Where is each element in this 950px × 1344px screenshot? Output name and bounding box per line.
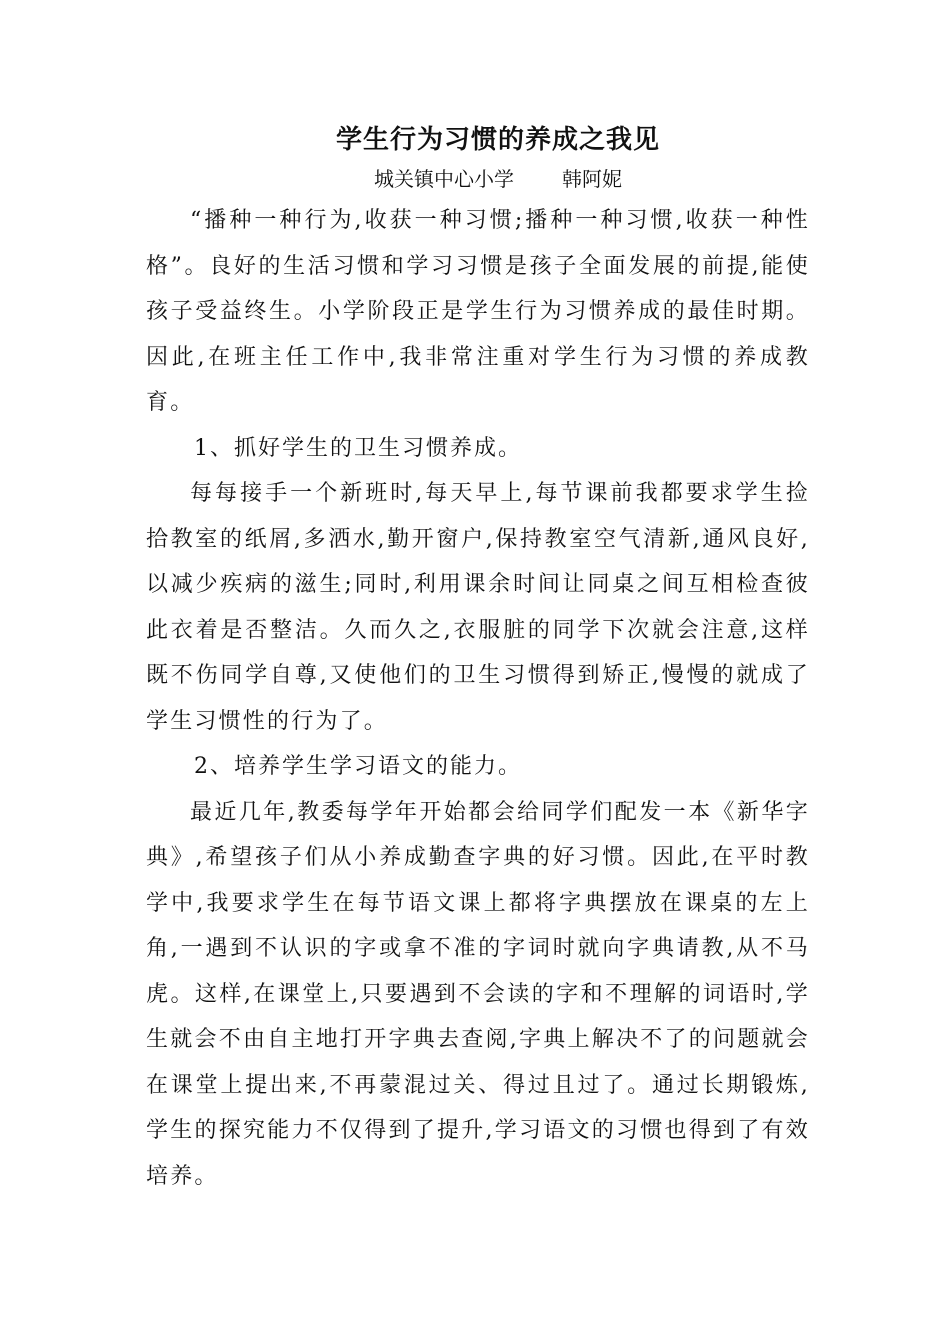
document-title: 学生行为习惯的养成之我见 [335, 125, 660, 155]
section-heading-hygiene: 1、抓好学生的卫生习惯养成。 [194, 435, 522, 461]
hygiene-paragraph: 每每接手一个新班时,每天早上,每节课前我都要求学生捡拾教室的纸屑,多洒水,勤开窗户,保持教室空气清新,通风良好,以减少疾病的滋生;同时,利用课余时间让同桌之间互相检查彼此衣着是否整洁。久而久之,衣服脏的同学下次就会注意,这样既不伤同学自尊,又使他们的卫生习惯得到矫正,慢慢的就成了学生习惯性的行为了。 [146, 481, 810, 734]
section-heading-chinese: 2、培养学生学习语文的能力。 [194, 754, 522, 779]
chinese-paragraph: 最近几年,教委每学年开始都会给同学们配发一本《新华字典》,希望孩子们从小养成勤查字典的好习惯。因此,在平时教学中,我要求学生在每节语文课上都将字典摆放在课桌的左上角,一遇到不认识的字或拿不准的字词时就向字典请教,从不马虎。这样,在课堂上,只要遇到不会读的字和不理解的词语时,学生就会不由自主地打开字典去查阅,字典上解决不了的问题就会在课堂上提出来,不再蒙混过关、得过且过了。通过长期锻炼,学生的探究能力不仅得到了提升,学习语文的习惯也得到了有效培养。 [146, 799, 810, 1189]
author-name: 韩阿妮 [562, 167, 622, 191]
school-name: 城关镇中心小学 [374, 167, 514, 191]
intro-paragraph: “播种一种行为,收获一种习惯;播种一种习惯,收获一种性格”。良好的生活习惯和学习习惯是孩子全面发展的前提,能使孩子受益终生。小学阶段正是学生行为习惯养成的最佳时期。因此,在班主任工作中,我非常注重对学生行为习惯的养成教育。 [146, 208, 810, 415]
document-page [146, 118, 810, 1199]
author-line [146, 162, 810, 196]
